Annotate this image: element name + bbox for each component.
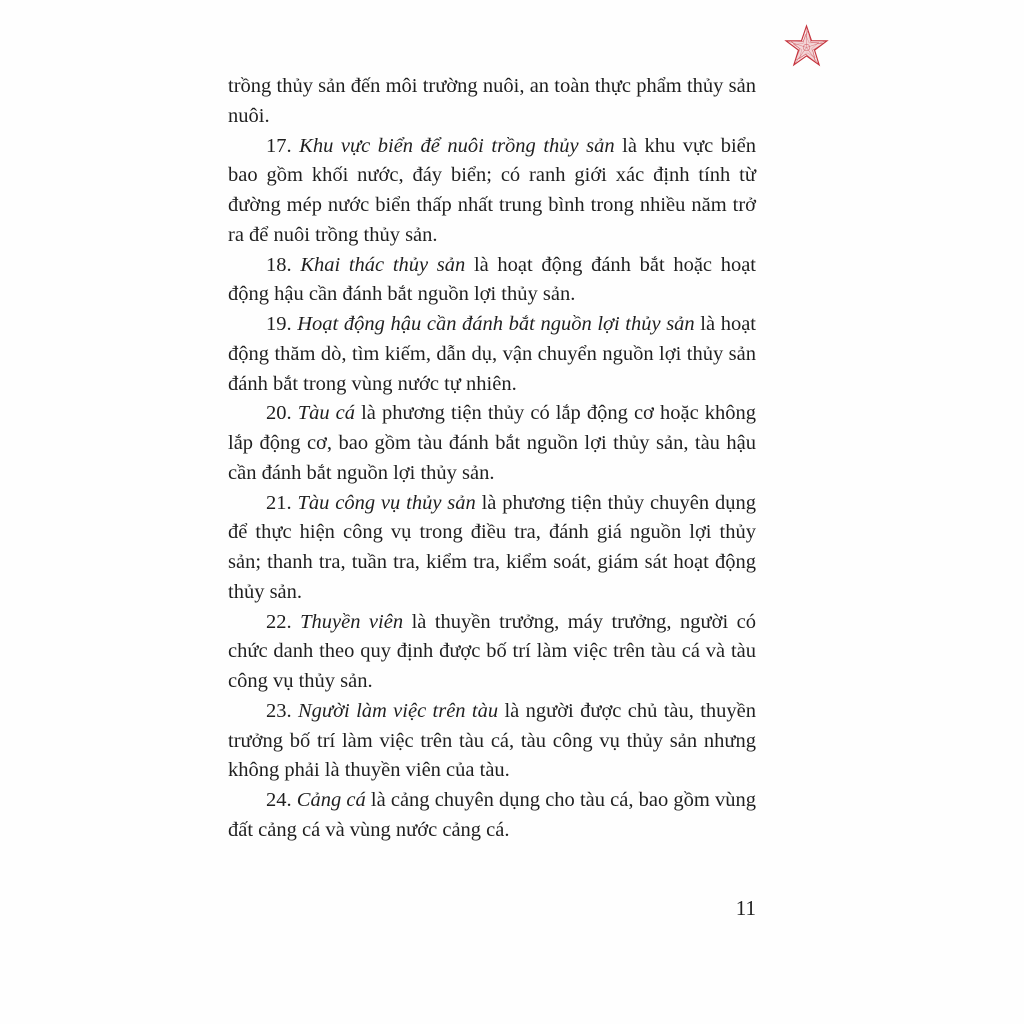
paragraph-item-17 <box>228 132 756 251</box>
defined-term: Hoạt động hậu cần đánh bắt nguồn lợi thủy sản <box>297 313 695 335</box>
paragraph-item-20 <box>228 399 756 488</box>
star-emblem-icon <box>783 24 830 71</box>
paragraph-number: 20. <box>266 402 298 425</box>
paragraph-number: 21. <box>266 491 298 514</box>
paragraph-text: trồng thủy sản đến môi trường nuôi, an toàn thực phẩm thủy sản nuôi. <box>228 75 756 127</box>
page-body-text <box>228 72 756 846</box>
paragraph-text: là hoạt động thăm dò, tìm kiếm, dẫn dụ, vận chuyển nguồn lợi thủy sản đánh bắt trong vùng nước tự nhiên. <box>228 313 757 395</box>
defined-term: Khai thác thủy sản <box>300 253 466 276</box>
paragraph-text: là hoạt động đánh bắt hoặc hoạt động hậu cần đánh bắt nguồn lợi thủy sản. <box>228 253 756 306</box>
paragraph-text: là thuyền trưởng, máy trưởng, người có chức danh theo quy định được bố trí làm việc trên tàu cá và tàu công vụ thủy sản. <box>228 610 757 692</box>
paragraph-number: 22. <box>266 610 301 633</box>
paragraph-number: 24. <box>266 789 297 811</box>
paragraph-number: 19. <box>266 313 298 335</box>
page-number: 11 <box>735 896 756 920</box>
defined-term: Cảng cá <box>296 789 366 811</box>
defined-term: Người làm việc trên tàu <box>297 699 499 722</box>
paragraph-item-21 <box>228 489 756 608</box>
paragraph-item-23 <box>228 697 756 786</box>
defined-term: Khu vực biển để nuôi trồng thủy sản <box>299 134 615 157</box>
defined-term: Tàu công vụ thủy sản <box>297 491 476 514</box>
paragraph-item-19 <box>228 310 756 399</box>
paragraph-number: 17. <box>266 134 300 157</box>
paragraph-number: 18. <box>266 253 301 276</box>
paragraph-text: là phương tiện thủy có lắp động cơ hoặc không lắp động cơ, bao gồm tàu đánh bắt nguồn lợi thủy sản, tàu hậu cần đánh bắt nguồn lợi thủy sản. <box>228 402 756 484</box>
paragraph-text: là khu vực biển bao gồm khối nước, đáy biển; có ranh giới xác định tính từ đường mép nước biển thấp nhất trung bình trong nhiều năm trở ra để nuôi trồng thủy sản. <box>228 134 756 246</box>
defined-term: Tàu cá <box>297 402 356 425</box>
paragraph-text: là cảng chuyên dụng cho tàu cá, bao gồm vùng đất cảng cá và vùng nước cảng cá. <box>228 789 757 841</box>
paragraph-continuation <box>228 72 756 132</box>
paragraph-item-24 <box>228 786 756 846</box>
paragraph-item-18 <box>228 251 756 311</box>
paragraph-text: là phương tiện thủy chuyên dụng để thực hiện công vụ trong điều tra, đánh giá nguồn lợi thủy sản; thanh tra, tuần tra, kiểm tra, kiểm soát, giám sát hoạt động thủy sản. <box>228 491 756 603</box>
paragraph-item-22 <box>228 608 756 697</box>
paragraph-text: là người được chủ tàu, thuyền trưởng bố trí làm việc trên tàu cá, tàu công vụ thủy sản nhưng không phải là thuyền viên của tàu. <box>228 699 757 782</box>
defined-term: Thuyền viên <box>300 610 404 633</box>
paragraph-number: 23. <box>266 699 298 722</box>
publisher-logo <box>783 24 830 71</box>
